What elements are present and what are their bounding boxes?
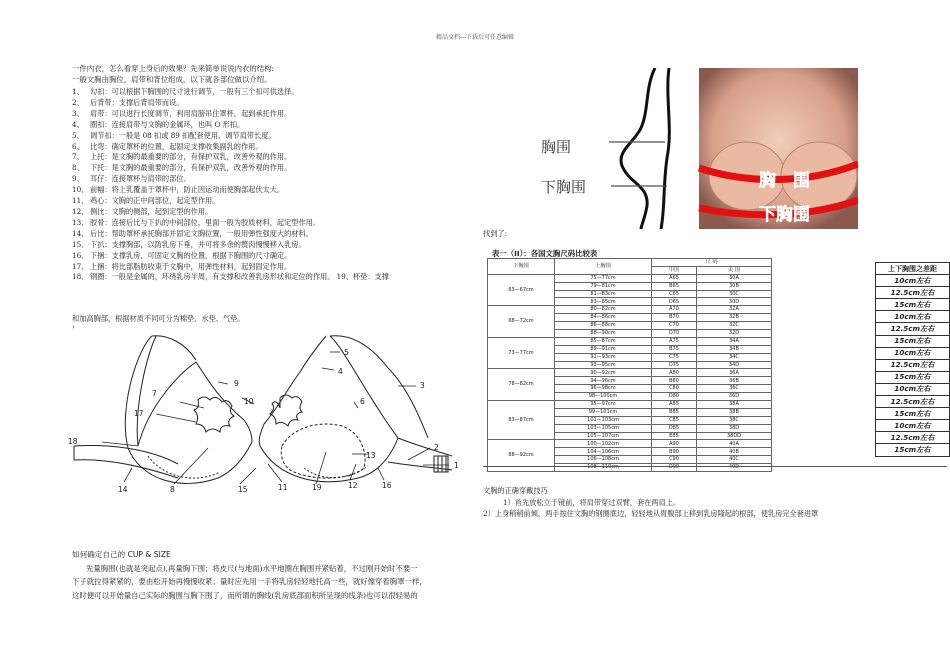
part-item	[72, 131, 482, 142]
table-row	[488, 306, 772, 314]
cell: 80—82cm	[555, 306, 652, 314]
difference-cell: 15cm左右	[876, 299, 950, 311]
cell: B70	[652, 314, 697, 322]
part-text: 钢圈：一般是金属的，环绕乳房半周，有支撑和改善乳房形状和定位的作用。 19、杯垫：支撑	[90, 272, 389, 282]
part-num: 11、	[72, 196, 89, 206]
part-text: 上托：是文胸的最重要的部分，有保护双乳，改善外观的作用。	[90, 152, 292, 162]
part-item	[72, 251, 482, 262]
bra-diagram	[68, 328, 468, 500]
cup-paragraph-line: 这时便可以开始量自己实际的胸围与胸下围了，而所谓的胸线(乳房底部面积所呈现的线条)也可以很轻易的	[72, 590, 418, 600]
cup-size-section	[72, 548, 477, 602]
difference-cell: 12.5cm左右	[876, 287, 950, 299]
part-num: 18、	[72, 272, 89, 282]
cell: 38A	[697, 401, 772, 409]
left-cup-bottom	[128, 442, 252, 483]
bra-label: 5	[344, 348, 349, 357]
right-strap	[330, 336, 398, 438]
cell: 40A	[697, 440, 772, 448]
cell: 32D	[697, 330, 772, 338]
cell: 34C	[697, 353, 772, 361]
cell: 108—110cm	[555, 464, 652, 472]
part-text: 后比：帮助罩杯承托胸部并固定文胸位置，一般用弹性强度大的材料。	[90, 228, 313, 238]
difference-cell: 15cm左右	[876, 444, 950, 456]
cell: C80	[652, 385, 697, 393]
part-item	[72, 218, 482, 229]
under-chest-label: 下胸围	[541, 178, 587, 196]
part-item	[72, 196, 482, 207]
difference-table	[875, 262, 950, 457]
cell: D85	[652, 424, 697, 432]
difference-cell: 15cm左右	[876, 371, 950, 383]
cell: C90	[652, 456, 697, 464]
cup-paragraph-line: 下子就拉得紧紧的，要由松开始再慢慢收紧；量时应先用一手将乳房轻轻地托高一些，就好像穿着胸罩一样，	[72, 577, 427, 587]
cup-pad	[281, 424, 365, 478]
part-item	[72, 174, 482, 185]
difference-cell: 12.5cm左右	[876, 359, 950, 371]
part-num: 13、	[72, 217, 89, 227]
cell: 100—102cm	[555, 440, 652, 448]
part-num: 8、	[72, 163, 84, 173]
cell: 79—81cm	[555, 282, 652, 290]
part-item	[72, 229, 482, 240]
part-text: 下捆：支撑乳房，可固定文胸的位置，根据下胸围的尺寸确定。	[90, 250, 292, 260]
part-num: 6、	[72, 141, 84, 151]
table-row	[488, 337, 772, 345]
cell: A85	[652, 401, 697, 409]
cell: B90	[652, 448, 697, 456]
table-title: 表一（II）：各国文胸尺码比较表	[492, 249, 598, 258]
parts-wrap-line: 和加高胸部，根据材质不同可分为棉垫、水垫、气垫。	[72, 314, 245, 323]
right-cup-top	[264, 372, 300, 424]
part-text: 肩带：可以进行长度调节，利用肩膀吊住罩杯，起到承托作用。	[90, 108, 292, 118]
part-num: 9、	[72, 174, 84, 184]
cell: 86—88cm	[555, 322, 652, 330]
table-row	[488, 274, 772, 282]
wearing-title: 文胸的正确穿戴技巧	[483, 486, 548, 495]
under-cell: 83—87cm	[488, 401, 555, 440]
cell: 36C	[697, 385, 772, 393]
part-num: 1、	[72, 87, 84, 96]
cell: 30B	[697, 282, 772, 290]
cell: 36D	[697, 393, 772, 401]
wearing-step: 1）首先放松立于镜前，将肩带穿过双臂，套在两肩上。	[503, 497, 681, 507]
hdr-us: 美 国	[697, 266, 772, 274]
hdr-cn: 中国	[652, 266, 697, 274]
under-cell: 88—92cm	[488, 440, 555, 472]
difference-cell: 10cm左右	[876, 383, 950, 395]
bra-label: 11	[278, 483, 288, 492]
left-cup-top	[138, 362, 244, 446]
under-label-red: 下胸围	[759, 205, 810, 225]
difference-cell: 15cm左右	[876, 335, 950, 347]
under-cell: 68—72cm	[488, 306, 555, 338]
measurement-illustration	[537, 68, 858, 229]
cell: 83—85cm	[555, 298, 652, 306]
cell: B65	[652, 282, 697, 290]
part-item	[72, 98, 482, 109]
cell: D65	[652, 298, 697, 306]
part-text: 上捆：将比部脂肪收束于文胸中，用弹性材料，起到固定作用。	[90, 261, 292, 271]
bra-label: 18	[68, 437, 78, 446]
cell: 40D	[697, 464, 772, 472]
difference-header: 上下胸围之差距	[876, 263, 950, 275]
cell: D75	[652, 361, 697, 369]
parts-list	[72, 87, 482, 283]
cell: D80	[652, 393, 697, 401]
part-num: 16、	[72, 250, 89, 260]
cell: B85	[652, 408, 697, 416]
cell: 101—103cm	[555, 416, 652, 424]
left-band-top	[74, 446, 178, 464]
cell: A80	[652, 369, 697, 377]
difference-cell: 10cm左右	[876, 420, 950, 432]
under-cell: 63—67cm	[488, 274, 555, 306]
cell: A90	[652, 440, 697, 448]
part-item	[72, 262, 482, 273]
cell: 94—96cm	[555, 377, 652, 385]
cell: 34B	[697, 345, 772, 353]
difference-cell: 10cm左右	[876, 275, 950, 287]
right-cup-bottom	[259, 424, 398, 482]
part-text: 耳仔：连接罩杯与肩带的部位。	[90, 174, 191, 184]
difference-cell: 12.5cm左右	[876, 323, 950, 335]
chest-label-red: 胸 围	[759, 171, 810, 191]
size-table	[487, 258, 772, 472]
bra-label: 12	[348, 481, 358, 490]
right-band	[398, 438, 452, 456]
bra-label: 1	[454, 461, 459, 470]
cell: 30A	[697, 274, 772, 282]
intro-line: 一件内衣，怎么看穿上身后的效果？先来简单说说内衣的结构:	[72, 64, 275, 73]
left-strap	[125, 336, 152, 448]
divider	[483, 466, 947, 467]
bra-label: 8	[170, 485, 175, 494]
cell: B80	[652, 377, 697, 385]
cell: D70	[652, 330, 697, 338]
wearing-section	[483, 485, 903, 520]
under-cell: 73—77cm	[488, 337, 555, 369]
part-num: 17、	[72, 261, 89, 271]
cell: 75—77cm	[555, 274, 652, 282]
cell: 105—107cm	[555, 432, 652, 440]
cell: 96—98cm	[555, 385, 652, 393]
hdr-bust: 上胸围	[555, 259, 652, 275]
part-text: 下扒：支撑胸部，以防乳房下垂，并可将多余的赘肉慢慢移入乳房。	[90, 239, 306, 249]
table-row	[488, 401, 772, 409]
part-item	[72, 120, 482, 131]
intro-line: 一般文胸由胸位，肩带和背位组成，以下就各部位做以介绍。	[72, 75, 272, 84]
part-num: 5、	[72, 130, 84, 140]
wearing-step: 2）上身稍稍前倾，两手按住文胸的钢圈底边，轻轻地从胃腹部上移到乳房隆起的根部，使乳房完全套进罩	[483, 509, 819, 519]
cell: E85	[652, 432, 697, 440]
part-item	[72, 207, 482, 218]
cell: 90—92cm	[555, 369, 652, 377]
cell: 98—100cm	[555, 393, 652, 401]
table-row	[488, 440, 772, 448]
part-num: 3、	[72, 108, 84, 118]
cell: 38DD	[697, 432, 772, 440]
cell: 36B	[697, 377, 772, 385]
cell: 81—83cm	[555, 290, 652, 298]
part-text: 圈扣：连接肩带与文胸的金属环，也叫 O 形扣。	[90, 119, 245, 129]
cell: 34A	[697, 337, 772, 345]
part-item	[72, 240, 482, 251]
part-text: 勾扣：可以根据下胸围的尺寸进行调节，一般有三个扣可供选择。	[90, 87, 299, 96]
hdr-size: 尺 码	[652, 259, 772, 267]
cell: 38B	[697, 408, 772, 416]
part-num: 2、	[72, 97, 84, 107]
cell: 30D	[697, 298, 772, 306]
bra-label: 14	[118, 485, 128, 494]
bra-label: 7	[152, 389, 157, 398]
part-num: 4、	[72, 119, 84, 129]
part-text: 前幅：将上乳覆盖于罩杯中，防止因运动而使胸部起伏太大。	[90, 185, 285, 195]
part-text: 胶骨：连接后比与下扒的中间部位，里面一般为胶质材料，起定型作用。	[90, 217, 321, 227]
bra-label: 9	[234, 379, 239, 388]
part-num: 7、	[72, 152, 84, 162]
cell: 91—93cm	[555, 353, 652, 361]
bra-label: 13	[366, 451, 376, 460]
cell: C70	[652, 322, 697, 330]
cell: 30C	[697, 290, 772, 298]
cell: 84—86cm	[555, 314, 652, 322]
cell: C65	[652, 290, 697, 298]
bra-label: 2	[434, 443, 439, 452]
part-text: 侧比：文胸的侧部，起到定型的作用。	[90, 206, 213, 216]
cell: B75	[652, 345, 697, 353]
part-text: 鸡心：文胸的正中间部位，起定型作用。	[90, 196, 220, 206]
cell: 89—91cm	[555, 345, 652, 353]
part-item	[72, 87, 482, 98]
part-item	[72, 163, 482, 174]
cell: C75	[652, 353, 697, 361]
cell: A70	[652, 306, 697, 314]
part-text: 调节扣：一般是 08 扣或 89 扣配套使用，调节肩带长度。	[90, 130, 276, 140]
difference-cell: 15cm左右	[876, 408, 950, 420]
part-text: 比弯：确定罩杯的位置，起固定支撑收集副乳的作用。	[90, 141, 263, 151]
bra-label: 4	[338, 367, 343, 376]
cell: 40B	[697, 448, 772, 456]
chest-label: 胸围	[541, 138, 572, 156]
part-item	[72, 272, 482, 283]
page-header: 精品文档---下载后可任意编辑	[435, 34, 515, 41]
difference-cell: 12.5cm左右	[876, 432, 950, 444]
cell: 32B	[697, 314, 772, 322]
hdr-under: 下胸围	[488, 259, 555, 275]
cell: 32A	[697, 306, 772, 314]
part-text: 后背带：支撑后背肩带而设。	[90, 97, 184, 107]
bra-label: 10	[244, 397, 254, 406]
cell: 40C	[697, 456, 772, 464]
found-label: 找到了:	[483, 229, 507, 238]
cell: A75	[652, 337, 697, 345]
part-item	[72, 109, 482, 120]
cell: 38C	[697, 416, 772, 424]
bra-label: 6	[360, 397, 365, 406]
table-row	[488, 369, 772, 377]
cup-paragraph-line: 先量胸围(也就是突起点),再量胸下围；将皮尺(与地面)水平地圈在胸围并紧贴着，不过刚开始时不要一	[86, 563, 418, 573]
bullet-mark: ›	[72, 323, 75, 331]
part-num: 10、	[72, 185, 89, 195]
cell: C85	[652, 416, 697, 424]
bra-label: 16	[382, 481, 392, 490]
part-item	[72, 185, 482, 196]
cell: 106—108cm	[555, 456, 652, 464]
difference-cell: 10cm左右	[876, 311, 950, 323]
bra-label: 15	[238, 485, 248, 494]
bra-label: 3	[420, 381, 425, 390]
part-item	[72, 152, 482, 163]
part-num: 15、	[72, 239, 89, 249]
cell: 88—90cm	[555, 330, 652, 338]
left-lace	[194, 397, 234, 432]
cell: 36A	[697, 369, 772, 377]
difference-cell: 10cm左右	[876, 347, 950, 359]
cell: 38D	[697, 424, 772, 432]
part-num: 14、	[72, 228, 89, 238]
part-text: 下托：是文胸的最重要的部分，有保护双乳，改善外观的作用。	[90, 163, 292, 173]
cell: 85—87cm	[555, 337, 652, 345]
difference-cell: 12.5cm左右	[876, 396, 950, 408]
cell: 32C	[697, 322, 772, 330]
part-item	[72, 142, 482, 153]
cell: D90	[652, 464, 697, 472]
cup-title: 如何确定自己的 CUP & SIZE	[72, 550, 171, 559]
cell: 103—105cm	[555, 424, 652, 432]
cell: 34D	[697, 361, 772, 369]
measurement-photo	[537, 68, 858, 229]
cell: 95—97cm	[555, 401, 652, 409]
cell: A65	[652, 274, 697, 282]
part-num: 12、	[72, 206, 89, 216]
bra-label: 19	[312, 483, 322, 492]
cell: 93—95cm	[555, 361, 652, 369]
intro	[72, 63, 472, 85]
bra-label: 17	[134, 409, 144, 418]
cell: 99—101cm	[555, 408, 652, 416]
cell: 104—106cm	[555, 448, 652, 456]
under-cell: 78—82cm	[488, 369, 555, 401]
